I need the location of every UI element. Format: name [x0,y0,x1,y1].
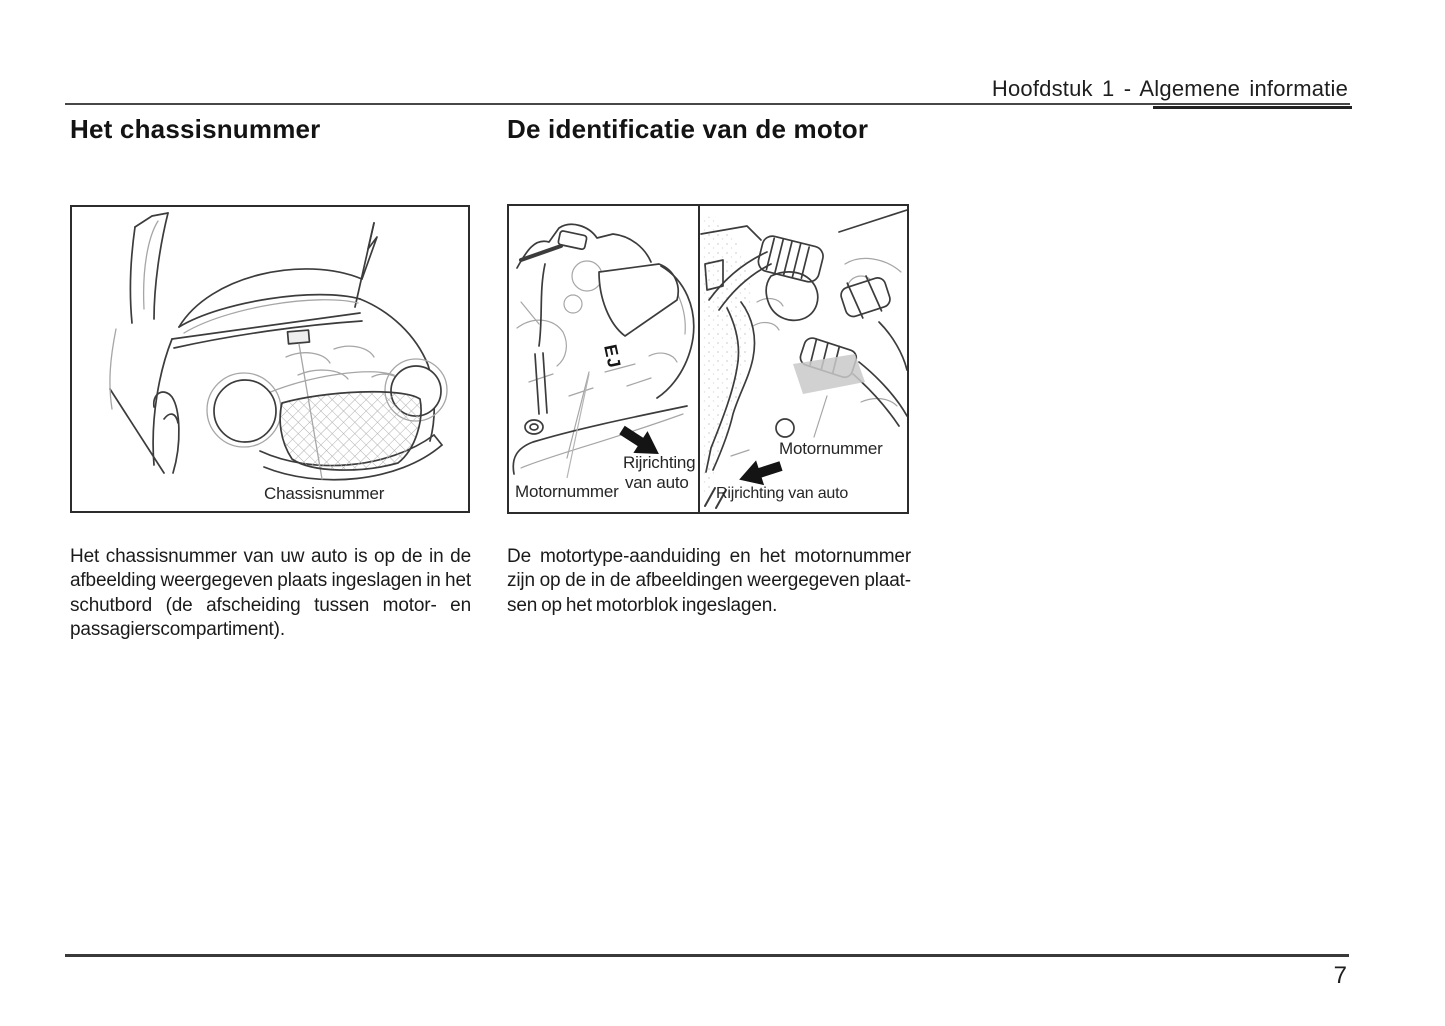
paragraph-motornummer [507,545,911,618]
car-illustration [72,207,468,511]
label-rijrichting-van-auto: Rijrichting van auto [716,485,849,502]
figure-chassisnummer [70,205,470,513]
paragraph-chassisnummer [70,545,471,643]
header-underline [1153,106,1352,109]
chapter-header: Hoofdstuk 1 - Algemene informatie [991,76,1348,101]
paragraph-line: De motortype-aanduiding en het motornummer [507,546,911,567]
label-rijrichting-line2: van auto [625,473,689,492]
label-motornummer-left: Motornummer [515,482,619,501]
page-number: 7 [1333,962,1347,989]
engine-code-stamp: EJ [600,342,625,371]
heading-motor-identificatie: De identificatie van de motor [507,114,869,144]
figure-motornummer [507,204,909,514]
header-rule [65,103,1350,105]
paragraph-line: afbeelding weergegeven plaats ingeslagen in het [70,570,471,592]
label-rijrichting-line1: Rijrichting [623,453,696,472]
label-motornummer-right: Motornummer [779,439,883,458]
engine-illustration [509,206,907,512]
paragraph-line: Het chassisnummer van uw auto is op de in de [70,546,471,567]
label-chassisnummer: Chassisnummer [264,484,385,503]
heading-chassisnummer: Het chassisnummer [70,114,321,144]
paragraph-line: passagierscompartiment). [70,619,285,641]
paragraph-line: schutbord (de afscheiding tussen motor- en [70,594,471,616]
footer-rule [65,954,1349,957]
paragraph-line: zijn op de in de afbeeldingen weergegeven plaat- [507,570,911,592]
paragraph-line: sen op het motorblok ingeslagen. [507,594,778,616]
